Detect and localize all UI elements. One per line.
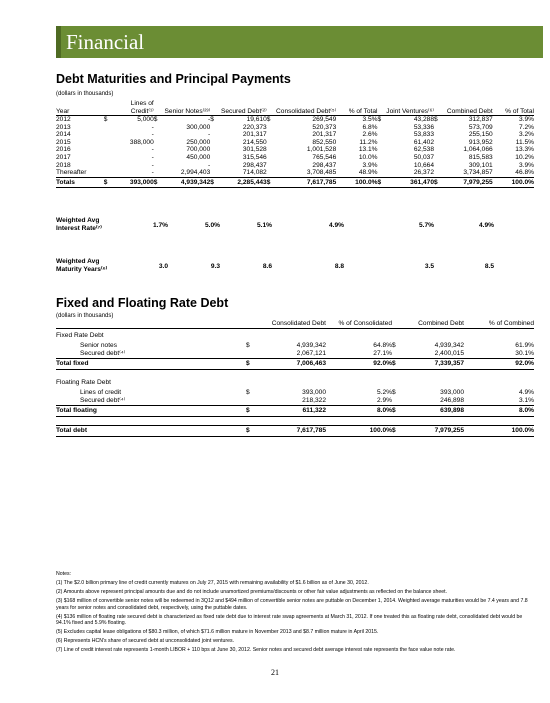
fixed-row — [56, 350, 534, 359]
cell-loc: - — [151, 169, 154, 177]
cell-pct2: 3.2% — [518, 131, 534, 139]
col-year: Year — [56, 100, 104, 116]
cell-loc: 388,000 — [129, 138, 154, 146]
floating-total-row-consol: 611,322 — [254, 405, 326, 416]
table-row — [56, 131, 534, 139]
currency-sign: $ — [210, 116, 214, 123]
floating-row-combined: 393,000 — [440, 388, 464, 396]
footnote: (6) Represents HCN's share of secured debt at unconsolidated joint ventures. — [56, 638, 235, 645]
currency-sign: $ — [267, 177, 276, 187]
footnote: (5) Excludes capital lease obligations of $80.3 million, of which $71.6 million mature in November 2013 and $8.7 million mature in April 2015. — [56, 629, 379, 636]
currency-sign: $ — [434, 116, 438, 123]
currency-sign — [378, 162, 387, 170]
fixed-row-combined: 2,400,015 — [434, 350, 464, 357]
cell-jv: 53,336 — [413, 123, 435, 131]
currency-sign — [267, 139, 276, 147]
cell-combined: 913,952 — [468, 138, 493, 146]
cell-combined: 309,101 — [468, 161, 493, 169]
total-debt-row — [56, 425, 534, 436]
col-lines-of-credit: Lines of Credit⁽¹⁾ — [112, 100, 153, 116]
cell-secured: 19,610 — [246, 116, 267, 123]
currency-sign: $ — [378, 177, 387, 187]
currency-sign — [104, 169, 113, 177]
currency-sign — [392, 350, 402, 359]
cell-secured: 298,437 — [242, 161, 267, 169]
currency-sign — [434, 169, 443, 177]
fixed-floating-title: Fixed and Floating Rate Debt — [56, 296, 229, 310]
currency-sign — [378, 124, 387, 132]
cell-consol: 3,708,485 — [306, 169, 337, 177]
col-senior-notes: Senior Notes⁽²³⁾ — [162, 100, 210, 116]
cell-jv: 61,402 — [413, 138, 435, 146]
currency-sign — [104, 131, 113, 139]
cell-combined: 255,150 — [468, 131, 493, 139]
fixed-row — [56, 342, 534, 350]
currency-sign — [434, 139, 443, 147]
currency-sign: $ — [154, 177, 163, 187]
currency-sign — [154, 169, 163, 177]
cell-consol: 201,317 — [312, 131, 337, 139]
footnote: (3) $168 million of convertible senior notes will be redeemed in 3Q12 and $494 million of convertible senior notes are puttable on December 1, 2014. Weighted average maturities would be 7.4 years and 7.8 years for senior notes and consolidated debt, respectively, using the puttable dates. — [56, 597, 528, 611]
wamy-combined: 8.5 — [484, 262, 494, 270]
currency-sign — [267, 131, 276, 139]
cell-pct: 2.6% — [362, 131, 378, 139]
footnote: (2) Amounts above represent principal amounts due and do not include unamortized premiums/discounts or other fair value adjustments as reflected on the balance sheet. — [56, 588, 448, 595]
fixed-total-row-consol: 7,006,463 — [254, 359, 326, 370]
cell-pct2: 7.2% — [518, 123, 534, 131]
footnote: (4) $136 million of floating rate secured debt is characterized as fixed rate debt due to interest rate swap agreements at March 31, 2012. If one treated this as floating rate debt, consolidated debt would be 94.1% fixed and 5.9% floating. — [56, 613, 523, 627]
cell-secured: 315,546 — [242, 153, 267, 161]
currency-sign: $ — [246, 425, 254, 436]
fixed-total-row-pct: 92.0% — [326, 359, 392, 370]
footnotes — [56, 571, 534, 656]
cell-secured: 301,528 — [242, 146, 267, 154]
currency-sign — [210, 154, 219, 162]
currency-sign — [434, 162, 443, 170]
floating-row-combined: 246,898 — [440, 396, 464, 404]
ff-col-pct-combined: % of Combined — [464, 320, 534, 328]
currency-sign — [154, 124, 163, 132]
cell-pct2: 11.5% — [515, 138, 534, 146]
currency-sign — [154, 162, 163, 170]
cell-combined: 312,837 — [468, 116, 493, 123]
cell-loc: - — [151, 131, 154, 139]
fixed-row-label: Secured debt⁽⁴⁾ — [80, 350, 126, 357]
cell-jv: 10,664 — [413, 161, 435, 169]
row-year: 2015 — [56, 138, 71, 146]
ff-col-pct-consolidated: % of Consolidated — [326, 320, 392, 328]
floating-total-row-pct: 8.0% — [326, 405, 392, 416]
total-consol: 7,617,785 — [275, 177, 336, 187]
fixed-row-pct2: 30.1% — [515, 350, 534, 357]
total-debt-row-label: Total debt — [56, 425, 246, 436]
floating-row-label: Secured debt⁽⁴⁾ — [80, 396, 126, 404]
maturities-header-row — [56, 100, 534, 116]
currency-sign: $ — [246, 405, 254, 416]
fixed-rate-header — [56, 332, 534, 339]
wamy-secured: 8.6 — [262, 262, 272, 270]
floating-row — [56, 397, 534, 406]
wair-senior: 5.0% — [204, 221, 220, 229]
cell-senior: - — [208, 116, 211, 123]
wamy-loc: 3.0 — [158, 262, 168, 270]
cell-pct2: 10.2% — [515, 153, 534, 161]
cell-senior: 450,000 — [186, 153, 211, 161]
wair-jv: 5.7% — [418, 221, 434, 229]
cell-pct: 3.9% — [362, 161, 378, 169]
fixed-row-pct2: 61.9% — [515, 342, 534, 349]
wair-consol: 4.9% — [328, 221, 344, 229]
currency-sign — [154, 139, 163, 147]
currency-sign — [104, 162, 113, 170]
currency-sign — [434, 154, 443, 162]
banner-accent — [56, 26, 61, 58]
wamy-row — [56, 245, 534, 287]
cell-pct2: 3.9% — [518, 161, 534, 169]
cell-pct: 11.2% — [359, 138, 378, 146]
cell-pct2: 13.3% — [515, 146, 534, 154]
row-year: 2017 — [56, 153, 71, 161]
floating-total-row-combined: 639,898 — [402, 405, 464, 416]
currency-sign — [267, 154, 276, 162]
cell-loc: 5,000 — [137, 116, 154, 123]
currency-sign: $ — [246, 342, 250, 349]
currency-sign — [246, 350, 254, 359]
totals-row — [56, 177, 534, 187]
currency-sign — [210, 169, 219, 177]
currency-sign — [378, 169, 387, 177]
currency-sign — [267, 124, 276, 132]
currency-sign — [392, 397, 402, 406]
cell-consol: 852,550 — [312, 138, 337, 146]
cell-consol: 1,001,528 — [306, 146, 337, 154]
floating-rate-header — [56, 379, 534, 386]
col-secured-debt: Secured Debt⁽²⁾ — [219, 100, 267, 116]
currency-sign — [104, 124, 113, 132]
currency-sign — [246, 397, 254, 406]
floating-row-label: Lines of credit — [80, 388, 122, 396]
floating-total-row-label: Total floating — [56, 405, 246, 416]
currency-sign — [210, 162, 219, 170]
currency-sign — [378, 139, 387, 147]
cell-senior: - — [208, 161, 211, 169]
cell-pct2: 3.9% — [518, 116, 534, 123]
footnote: (1) The $2.0 billion primary line of credit currently matures on July 27, 2015 with remaining availability of $1.6 billion as of June 30, 2012. — [56, 579, 369, 586]
wair-row — [56, 205, 534, 245]
cell-consol: 298,437 — [312, 161, 337, 169]
fixed-row-combined: 4,939,342 — [434, 342, 464, 349]
cell-pct: 48.9% — [358, 169, 378, 177]
row-year: 2018 — [56, 161, 71, 169]
currency-sign — [434, 124, 443, 132]
currency-sign — [154, 154, 163, 162]
cell-consol: 269,549 — [312, 116, 337, 123]
fixed-total-row-label: Total fixed — [56, 359, 246, 370]
wair-combined: 4.9% — [478, 221, 494, 229]
currency-sign: $ — [392, 405, 402, 416]
currency-sign — [210, 139, 219, 147]
cell-combined: 573,709 — [468, 123, 493, 131]
cell-jv: 50,037 — [413, 153, 435, 161]
cell-loc: - — [151, 123, 154, 131]
cell-combined: 1,064,066 — [463, 146, 493, 154]
wair-loc: 1.7% — [152, 221, 168, 229]
floating-row-consol: 393,000 — [302, 388, 326, 396]
currency-sign — [104, 146, 113, 154]
total-pct2: 100.0% — [493, 177, 534, 187]
currency-sign: $ — [153, 116, 158, 123]
currency-sign — [210, 146, 219, 154]
cell-loc: - — [151, 146, 154, 154]
floating-row-consol: 218,322 — [302, 396, 326, 404]
total-jv: 361,470 — [386, 177, 434, 187]
wamy-consol: 8.8 — [334, 262, 344, 270]
col-pct-total: % of Total — [336, 100, 377, 116]
banner-title: Financial — [66, 30, 145, 54]
col-pct-total-combined: % of Total — [493, 100, 534, 116]
floating-total-row-pct2: 8.0% — [464, 405, 534, 416]
total-debt-row-pct: 100.0% — [326, 425, 392, 436]
table-row — [56, 124, 534, 132]
cell-secured: 714,082 — [242, 169, 267, 177]
cell-combined: 815,583 — [468, 153, 493, 161]
ff-col-consolidated: Consolidated Debt — [254, 320, 326, 328]
currency-sign — [154, 131, 163, 139]
col-consolidated-debt: Consolidated Debt⁽⁵⁾ — [275, 100, 336, 116]
cell-senior: 2,994,403 — [180, 169, 211, 177]
floating-row-pct2: 3.1% — [518, 396, 534, 404]
cell-senior: 250,000 — [186, 138, 211, 146]
cell-senior: - — [208, 131, 211, 139]
fixed-row-pct: 27.1% — [373, 350, 392, 357]
fixed-row-consol: 2,067,121 — [296, 350, 326, 357]
currency-sign: $ — [392, 342, 396, 349]
cell-consol: 520,373 — [312, 123, 337, 131]
cell-pct: 10.0% — [358, 153, 378, 161]
cell-loc: - — [151, 153, 154, 161]
total-loc: 393,000 — [112, 177, 153, 187]
total-debt-row-consol: 7,617,785 — [254, 425, 326, 436]
table-row — [56, 139, 534, 147]
cell-consol: 765,546 — [312, 153, 337, 161]
cell-senior: 700,000 — [186, 146, 211, 154]
wamy-label: Weighted Avg Maturity Years⁽⁶⁾ — [56, 258, 108, 273]
total-debt-row-combined: 7,979,255 — [402, 425, 464, 436]
fixed-total-row-combined: 7,339,357 — [402, 359, 464, 370]
cell-jv: 43,288 — [413, 116, 435, 123]
spacer-row — [56, 370, 534, 379]
ff-col-combined: Combined Debt — [402, 320, 464, 328]
cell-pct2: 46.8% — [515, 169, 534, 177]
currency-sign: $ — [266, 116, 271, 123]
currency-sign — [210, 124, 219, 132]
cell-pct: 13.1% — [358, 146, 378, 154]
cell-secured: 220,373 — [242, 123, 267, 131]
currency-sign — [378, 154, 387, 162]
currency-sign — [434, 146, 443, 154]
cell-secured: 201,317 — [242, 131, 267, 139]
currency-sign — [434, 131, 443, 139]
currency-sign: $ — [246, 359, 254, 370]
currency-sign: $ — [392, 425, 402, 436]
wair-secured: 5.1% — [256, 221, 272, 229]
table-row — [56, 146, 534, 154]
cell-jv: 53,833 — [413, 131, 435, 139]
maturities-title: Debt Maturities and Principal Payments — [56, 72, 291, 86]
fixed-total-row-pct2: 92.0% — [464, 359, 534, 370]
floating-rate-header-label: Floating Rate Debt — [56, 378, 111, 386]
table-row — [56, 162, 534, 170]
fixed-floating-subtitle: (dollars in thousands) — [56, 313, 114, 319]
maturities-subtitle: (dollars in thousands) — [56, 91, 114, 97]
ff-header-row — [56, 320, 534, 328]
cell-loc: - — [151, 161, 154, 169]
row-year: 2013 — [56, 123, 71, 131]
currency-sign: $ — [104, 177, 113, 187]
currency-sign: $ — [434, 177, 443, 187]
total-senior: 4,939,342 — [162, 177, 210, 187]
notes-heading: Notes: — [56, 571, 71, 577]
currency-sign — [210, 131, 219, 139]
fixed-floating-table — [56, 320, 534, 437]
row-year: Thereafter — [56, 169, 87, 177]
table-row — [56, 169, 534, 177]
cell-jv: 26,372 — [413, 169, 435, 177]
wamy-jv: 3.5 — [424, 262, 434, 270]
row-year: 2014 — [56, 131, 71, 139]
fixed-total-row — [56, 359, 534, 370]
cell-pct: 3.5% — [362, 116, 378, 123]
total-pct: 100.0% — [336, 177, 377, 187]
floating-row-pct2: 4.9% — [518, 388, 534, 396]
col-joint-ventures: Joint Ventures⁽⁶⁾ — [386, 100, 434, 116]
table-row — [56, 154, 534, 162]
row-year: 2016 — [56, 146, 71, 154]
totals-label: Totals — [56, 177, 104, 187]
floating-row-pct: 5.2% — [376, 388, 392, 396]
cell-senior: 300,000 — [186, 123, 211, 131]
fixed-row-label: Senior notes — [80, 342, 118, 349]
table-row — [56, 116, 534, 124]
currency-sign: $ — [392, 359, 402, 370]
currency-sign — [267, 169, 276, 177]
floating-row — [56, 389, 534, 397]
floating-total-row — [56, 405, 534, 416]
total-combined: 7,979,255 — [443, 177, 493, 187]
floating-row-pct: 2.9% — [376, 396, 392, 404]
weighted-average-table — [56, 205, 534, 287]
fixed-rate-header-label: Fixed Rate Debt — [56, 332, 104, 339]
currency-sign: $ — [210, 177, 219, 187]
currency-sign — [378, 146, 387, 154]
footnote: (7) Line of credit interest rate represents 1-month LIBOR + 110 bps at June 30, 2012. Senior notes and secured debt average interest rate represents the face value note rate. — [56, 647, 456, 654]
cell-pct: 6.8% — [362, 123, 378, 131]
currency-sign — [267, 162, 276, 170]
currency-sign: $ — [377, 116, 382, 123]
col-combined-debt: Combined Debt — [443, 100, 493, 116]
cell-jv: 62,538 — [413, 146, 435, 154]
currency-sign: $ — [103, 116, 108, 123]
fixed-row-consol: 4,939,342 — [296, 342, 326, 349]
total-debt-row-pct2: 100.0% — [464, 425, 534, 436]
cell-combined: 3,734,857 — [463, 169, 493, 177]
maturities-table — [56, 100, 534, 188]
currency-sign — [378, 131, 387, 139]
currency-sign — [104, 154, 113, 162]
total-secured: 2,285,443 — [219, 177, 267, 187]
currency-sign — [267, 146, 276, 154]
spacer-row — [56, 416, 534, 425]
wamy-senior: 9.3 — [210, 262, 220, 270]
currency-sign: $ — [392, 388, 396, 396]
currency-sign — [154, 146, 163, 154]
cell-secured: 214,550 — [242, 138, 267, 146]
wair-label: Weighted Avg Interest Rate⁽⁷⁾ — [56, 217, 102, 232]
currency-sign: $ — [246, 388, 250, 396]
currency-sign — [104, 139, 113, 147]
row-year: 2012 — [56, 116, 71, 123]
page-number: 21 — [271, 668, 279, 677]
fixed-row-pct: 64.8% — [373, 342, 392, 349]
